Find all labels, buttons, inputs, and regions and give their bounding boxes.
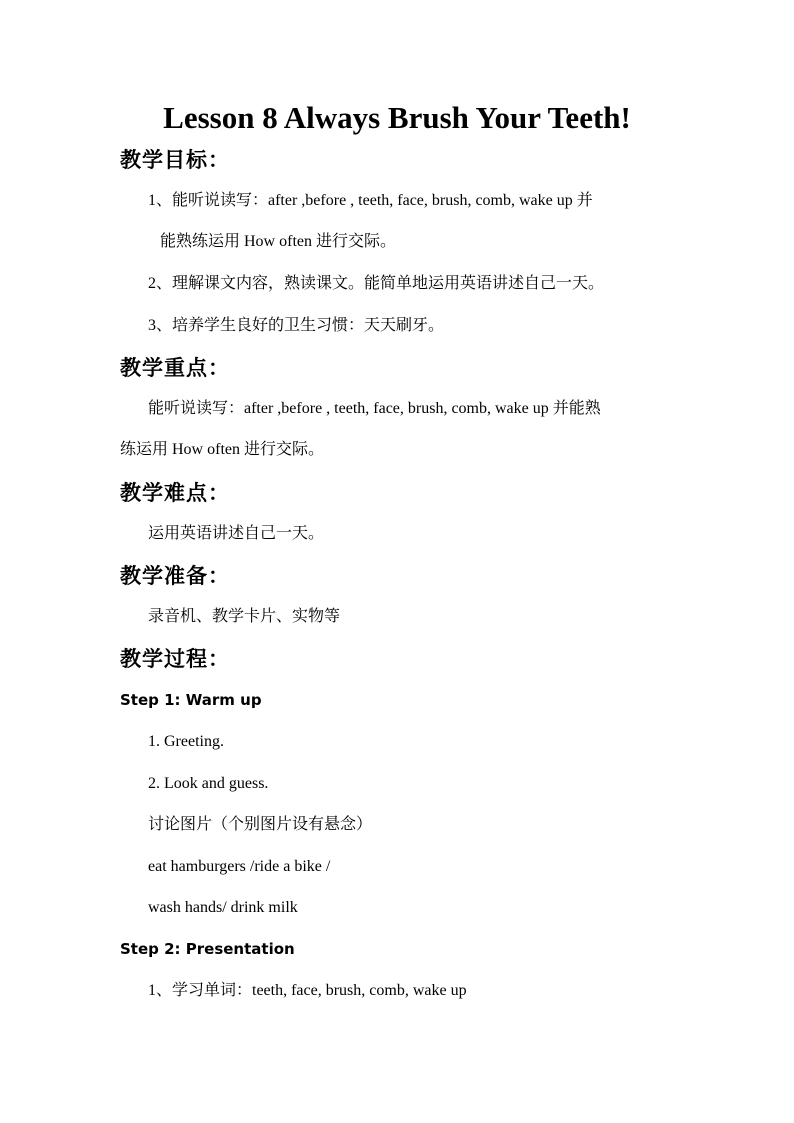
preparation-line-1: 录音机、教学卡片、实物等 (148, 608, 341, 625)
preparation-heading: 教学准备： (120, 564, 230, 588)
key-points-heading: 教学重点： (120, 356, 230, 380)
difficulties-line-1: 运用英语讲述自己一天。 (148, 525, 325, 542)
step-2-title: Step 2: Presentation (120, 940, 295, 958)
key-points-line-1: 能听说读写：after ,before , teeth, face, brush, comb, wake up 并能熟 (148, 400, 601, 417)
objectives-heading: 教学目标： (120, 148, 230, 172)
objective-item-2: 2、理解课文内容，熟读课文。能简单地运用英语讲述自己一天。 (148, 275, 605, 292)
step-1-item-2: 2. Look and guess. (148, 775, 269, 792)
key-points-line-2: 练运用 How often 进行交际。 (120, 441, 324, 458)
step-1-item-5: wash hands/ drink milk (148, 899, 298, 916)
step-2-item-1: 1、学习单词：teeth, face, brush, comb, wake up (148, 982, 467, 999)
step-1-item-3: 讨论图片（个别图片设有悬念） (148, 816, 373, 833)
difficulties-heading: 教学难点： (120, 481, 230, 505)
lesson-title: Lesson 8 Always Brush Your Teeth! (163, 100, 631, 135)
objective-item-1-line-2: 能熟练运用 How often 进行交际。 (160, 233, 396, 250)
objective-item-3: 3、培养学生良好的卫生习惯：天天刷牙。 (148, 317, 445, 334)
step-1-title: Step 1: Warm up (120, 691, 262, 709)
process-heading: 教学过程： (120, 647, 230, 671)
step-1-item-1: 1. Greeting. (148, 733, 224, 750)
step-1-item-4: eat hamburgers /ride a bike / (148, 858, 331, 875)
objective-item-1-line-1: 1、能听说读写：after ,before , teeth, face, brush, comb, wake up 并 (148, 192, 593, 209)
